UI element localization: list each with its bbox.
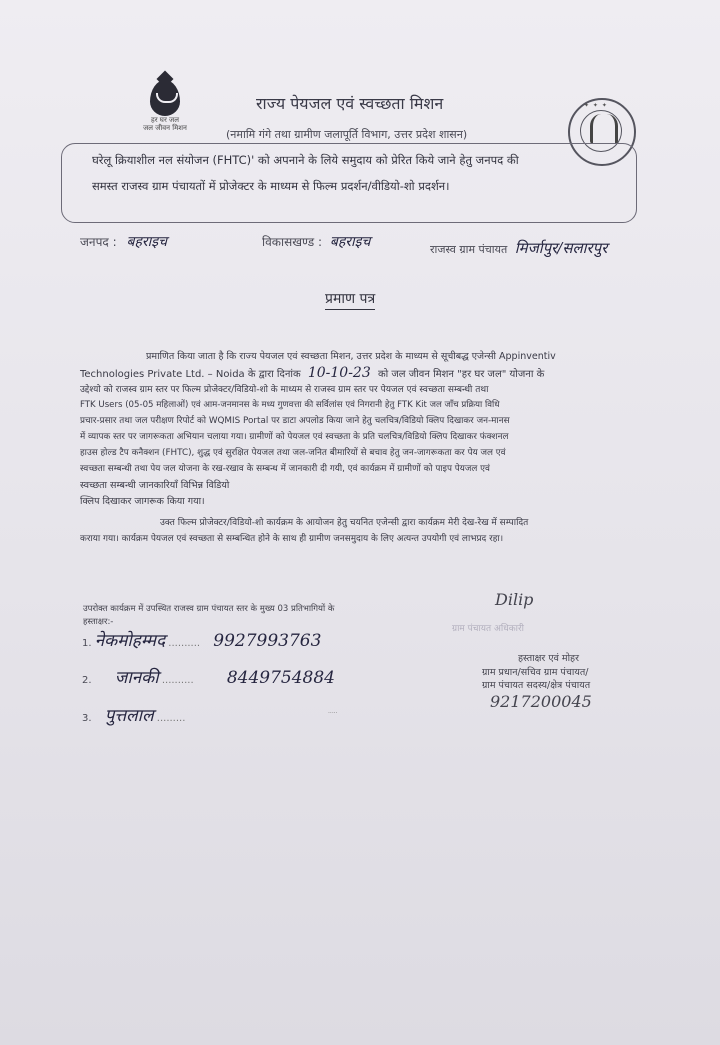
body-line-7: हाउस होल्ड टैप कनैक्शन (FHTC), शुद्ध एवं सुरक्षित पेयजल तथा जल-जनित बीमारियों से बचाव हेतु जन-जागरूकता कर पेय जल एवं	[80, 448, 506, 458]
body-line-2-text: Technologies Private Ltd. – Noida के द्वारा दिनांक	[80, 369, 301, 380]
seal-label: हस्ताक्षर एवं मोहर	[518, 653, 579, 664]
notice-line-2: समस्त राजस्व ग्राम पंचायतों में प्रोजेक्टर के माध्यम से फिल्म प्रदर्शन/वीडियो-शो प्रदर्शन।	[92, 179, 450, 193]
body-line-3: उद्देश्यो को राजस्व ग्राम स्तर पर फिल्म प्रोजेक्टर/विडियो-शो के माध्यम से राजस्व ग्राम स्तर पर पेयजल एवं स्वच्छता सम्बन्धी तथा	[80, 385, 489, 395]
mission-subtitle: (नमामि गंगे तथा ग्रामीण जलापूर्ति विभाग, उत्तर प्रदेश शासन)	[226, 128, 468, 141]
participant-row-3: 3. पुत्तलाल .........	[82, 706, 186, 726]
body-line-9: स्वच्छता सम्बन्धी जानकारियाँ विभिन्न विडियो	[80, 480, 230, 491]
authority-signature: Dilip	[495, 590, 534, 609]
participant-row-1: 1. नेकमोहम्मद .......... 9927993763	[82, 631, 322, 651]
block-value: बहराइच	[329, 234, 371, 250]
para2-line-2: कराया गया। कार्यक्रम पेयजल एवं स्वच्छता से सम्बन्धित होने के साथ ही ग्रामीण जनसमुदाय के लिए अत्यन्त उपयोगी एवं लाभप्रद रहा।	[80, 534, 504, 544]
participant-phone: 8449754884	[226, 668, 335, 688]
village-value: मिर्जापुर/सलारपुर	[514, 239, 608, 257]
body-line-6: में व्यापक स्तर पर जागरूकता अभियान चलाया गया। ग्रामीणों को पेयजल एवं स्वच्छता के प्रति चलचित्र/विडियो क्लिप दिखाकर फंक्शनल	[80, 432, 509, 442]
body-line-5: प्रचार-प्रसार तथा जल परीक्षण रिपोर्ट को WQMIS Portal पर डाटा अपलोड किया जाने हेतु चलचित्र/विडियो क्लिप दिखाकर जन-मानस	[80, 416, 510, 426]
body-line-4: FTK Users (05-05 महिलाओं) एवं आम-जनमानस के मध्य गुणवत्ता की सर्विलांस एवं निगरानी हेतु FTK Kit जल जाँच प्रक्रिया विधि	[80, 400, 500, 410]
body-line-2	[80, 365, 544, 381]
signature-intro: उपरोक्त कार्यक्रम में उपस्थित राजस्व ग्राम पंचायत स्तर के मुख्य 03 प्रतिभागियों के	[83, 604, 335, 614]
participant-number: 3.	[82, 713, 92, 724]
notice-box	[61, 143, 637, 223]
block-label: विकासखण्ड :	[262, 235, 323, 249]
district-value: बहराइच	[126, 234, 167, 250]
participant-number: 2.	[82, 675, 92, 686]
up-government-emblem-icon: ✦ ✦ ✦	[568, 98, 636, 166]
participant-phone: 9927993763	[213, 631, 322, 651]
participant-number: 1.	[82, 638, 92, 649]
signature-intro-2: हस्ताक्षर:-	[83, 617, 114, 627]
para2-line-1: उक्त फिल्म प्रोजेक्टर/विडियो-शो कार्यक्रम के आयोजन हेतु चयनित एजेन्सी द्वारा कार्यक्रम मेरी देख-रेख में सम्पादित	[160, 518, 529, 528]
participant-name: जानकी	[114, 668, 159, 688]
authority-stamp: ग्राम पंचायत अधिकारी	[452, 624, 525, 634]
village-label: राजस्व ग्राम पंचायत	[430, 243, 508, 256]
village-field	[430, 238, 607, 258]
water-drop-icon	[150, 80, 180, 116]
certificate-title: प्रमाण पत्र	[325, 289, 375, 310]
event-date: 10-10-23	[307, 365, 371, 381]
mission-title: राज्य पेयजल एवं स्वच्छता मिशन	[256, 94, 444, 113]
faint-note: ·····	[328, 710, 338, 717]
block-field	[262, 232, 370, 251]
logo-text-2: जल जीवन मिशन	[143, 124, 187, 132]
logo-text-1: हर घर जल	[151, 116, 179, 124]
body-line-2-tail: को जल जीवन मिशन "हर घर जल" योजना के	[377, 369, 545, 380]
district-label: जनपद :	[80, 235, 117, 249]
district-field	[80, 232, 167, 251]
authority-role-1: ग्राम प्रधान/सचिव ग्राम पंचायत/	[482, 667, 589, 678]
notice-line-1: घरेलू क्रियाशील नल संयोजन (FHTC)' को अपनाने के लिये समुदाय को प्रेरित किये जाने हेतु जनपद की	[92, 153, 519, 167]
authority-role-2: ग्राम पंचायत सदस्य/क्षेत्र पंचायत	[482, 680, 591, 691]
body-line-1: प्रमाणित किया जाता है कि राज्य पेयजल एवं स्वच्छता मिशन, उत्तर प्रदेश के माध्यम से सूचीबद्ध एजेन्सी Appinventiv	[146, 351, 556, 362]
har-ghar-jal-logo	[130, 80, 200, 132]
participant-name: पुत्तलाल	[104, 706, 154, 726]
body-line-8: स्वच्छता सम्बन्धी तथा पेय जल योजना के रख-रखाव के सम्बन्ध में जानकारी दी गयी, एवं कार्यक्रम में ग्रामीणों को पाइप पेयजल एवं	[80, 464, 490, 474]
participant-row-2: 2. जानकी .......... 8449754884	[82, 668, 335, 688]
body-line-10: क्लिप दिखाकर जागरूक किया गया।	[80, 496, 205, 507]
participant-name: नेकमोहम्मद	[94, 631, 166, 651]
authority-phone: 9217200045	[490, 692, 592, 711]
